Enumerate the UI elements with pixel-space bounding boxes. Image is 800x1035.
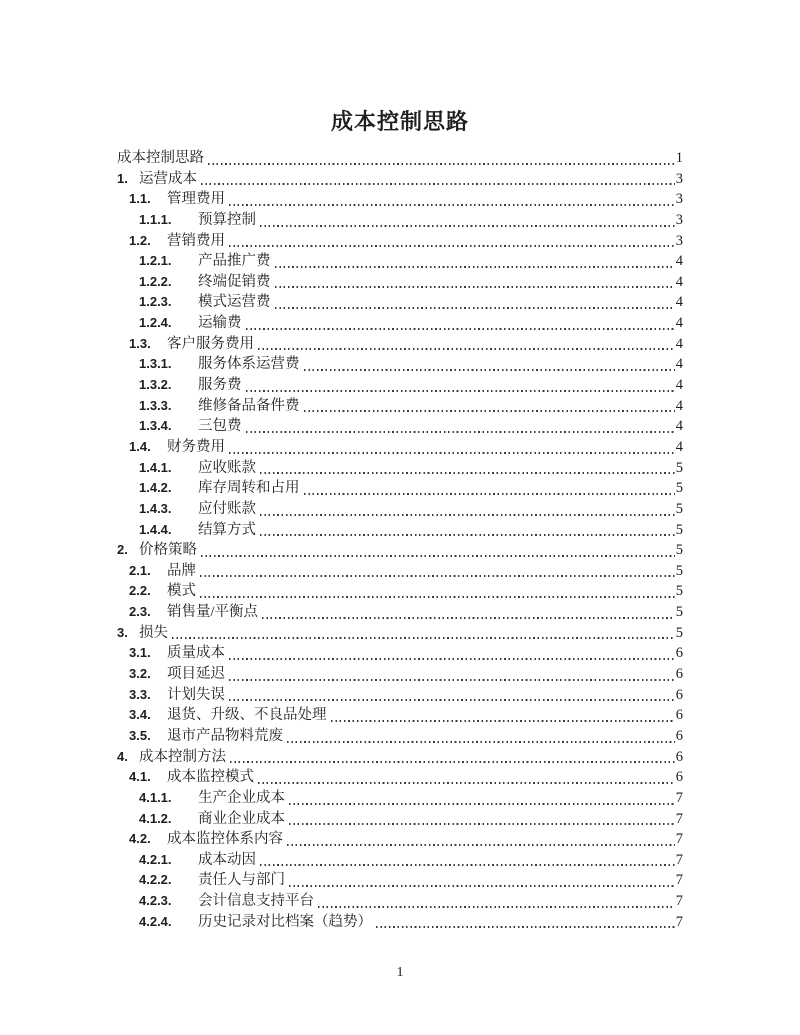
dot-leader [260, 472, 675, 474]
toc-entry-label: 库存周转和占用 [198, 480, 300, 497]
toc-entry-number: 3.4. [129, 707, 151, 723]
dot-leader [289, 823, 675, 825]
toc-entry-label: 销售量/平衡点 [167, 604, 259, 621]
toc-entry-label: 成本动因 [198, 851, 256, 868]
dot-leader [260, 864, 675, 866]
toc-entry-label: 客户服务费用 [167, 335, 254, 352]
toc-entry-label: 会计信息支持平台 [198, 893, 314, 910]
toc-entry-number: 2.3. [129, 604, 151, 620]
toc-page-number: 5 [675, 521, 683, 538]
toc-entry[interactable] [117, 747, 683, 768]
toc-entry-number: 1.2.1. [139, 253, 172, 269]
toc-entry-label: 退货、升级、不良品处理 [167, 707, 327, 724]
dot-leader [172, 637, 675, 639]
toc-entry-label: 项目延迟 [167, 666, 225, 683]
toc-entry[interactable] [117, 664, 683, 685]
toc-entry-label: 质量成本 [167, 645, 225, 662]
toc-entry-label: 品牌 [167, 562, 196, 579]
toc-entry-label: 维修备品备件费 [198, 397, 300, 414]
toc-entry[interactable] [117, 602, 683, 623]
toc-entry-label: 计划失误 [167, 686, 225, 703]
dot-leader [229, 658, 675, 660]
toc-page-number: 5 [675, 459, 683, 476]
toc-entry[interactable] [117, 581, 683, 602]
toc-entry-number: 4.2.4. [139, 913, 172, 929]
dot-leader [229, 204, 675, 206]
dot-leader [201, 555, 675, 557]
toc-page-number: 4 [675, 253, 683, 270]
toc-entry-number: 4.2.3. [139, 893, 172, 909]
toc-entry-label: 运营成本 [139, 170, 197, 187]
toc-entry-number: 4.2.2. [139, 872, 172, 888]
toc-entry[interactable] [117, 292, 683, 313]
toc-page-number: 4 [675, 397, 683, 414]
dot-leader [289, 803, 675, 805]
toc-entry-number: 4. [117, 748, 128, 764]
toc-page-number: 3 [675, 170, 683, 187]
toc-page-number: 3 [675, 191, 683, 208]
dot-leader [246, 431, 675, 433]
toc-entry-number: 3.5. [129, 727, 151, 743]
toc-page-number: 7 [675, 893, 683, 910]
toc-entry[interactable] [117, 850, 683, 871]
toc-entry-label: 应收账款 [198, 459, 256, 476]
toc-page-number: 4 [675, 294, 683, 311]
toc-entry-label: 运输费 [198, 315, 242, 332]
toc-entry-label: 产品推广费 [198, 253, 271, 270]
toc-page-number: 5 [675, 542, 683, 559]
toc-entry-label: 成本控制思路 [117, 150, 204, 166]
toc-entry-number: 2.1. [129, 562, 151, 578]
dot-leader [260, 534, 675, 536]
toc-page-number: 7 [675, 913, 683, 930]
toc-page-number: 5 [675, 624, 683, 641]
toc-entry-label: 模式 [167, 583, 196, 600]
dot-leader [304, 493, 675, 495]
toc-entry-number: 4.2.1. [139, 851, 172, 867]
toc-entry-label: 成本控制方法 [139, 748, 226, 765]
toc-entry-number: 1.3.2. [139, 377, 172, 393]
toc-entry[interactable] [117, 375, 683, 396]
toc-entry[interactable] [117, 561, 683, 582]
toc-page-number: 4 [675, 335, 683, 352]
dot-leader [260, 514, 675, 516]
toc-entry[interactable] [117, 148, 683, 169]
toc-entry[interactable] [117, 809, 683, 830]
toc-entry-number: 3.2. [129, 666, 151, 682]
toc-entry-label: 责任人与部门 [198, 872, 285, 889]
dot-leader [229, 452, 675, 454]
toc-page-number: 6 [675, 727, 683, 744]
toc-page-number: 6 [675, 707, 683, 724]
toc-entry-number: 1.4.3. [139, 500, 172, 516]
toc-entry-number: 4.1.1. [139, 789, 172, 805]
toc-page-number: 5 [675, 583, 683, 600]
toc-entry-label: 价格策略 [139, 542, 197, 559]
toc-entry-label: 成本监控模式 [167, 769, 254, 786]
toc-page-number: 1 [675, 150, 683, 166]
toc-entry[interactable] [117, 499, 683, 520]
toc-entry[interactable] [117, 416, 683, 437]
toc-entry[interactable] [117, 478, 683, 499]
dot-leader [275, 286, 675, 288]
toc-page-number: 6 [675, 769, 683, 786]
toc-entry[interactable] [117, 458, 683, 479]
toc-entry-number: 4.1. [129, 769, 151, 785]
toc-entry-number: 3.1. [129, 645, 151, 661]
footer-page-number: 1 [396, 965, 404, 980]
dot-leader [318, 906, 675, 908]
toc-page-number: 4 [675, 418, 683, 435]
toc-page-number: 5 [675, 500, 683, 517]
document-title: 成本控制思路 [330, 109, 469, 134]
toc-entry-number: 1.3.4. [139, 418, 172, 434]
dot-leader [376, 926, 675, 928]
toc-page-number: 3 [675, 211, 683, 228]
toc-entry-label: 服务费 [198, 377, 242, 394]
dot-leader [275, 307, 675, 309]
dot-leader [287, 741, 675, 743]
toc-page-number: 5 [675, 562, 683, 579]
toc-entry[interactable] [117, 767, 683, 788]
toc-entry[interactable] [117, 623, 683, 644]
toc-entry[interactable] [117, 272, 683, 293]
toc-page-number: 7 [675, 831, 683, 848]
toc-entry-label: 财务费用 [167, 438, 225, 455]
toc-entry[interactable] [117, 685, 683, 706]
toc-entry-label: 历史记录对比档案（趋势） [198, 913, 372, 930]
toc-entry-number: 1.4.4. [139, 521, 172, 537]
toc-entry-number: 1.2.4. [139, 315, 172, 331]
toc-entry-number: 3.3. [129, 686, 151, 702]
toc-entry-label: 损失 [139, 624, 168, 641]
toc-entry-number: 1.3.1. [139, 356, 172, 372]
toc-entry[interactable] [117, 189, 683, 210]
toc-entry-label: 终端促销费 [198, 273, 271, 290]
toc-entry[interactable] [117, 705, 683, 726]
toc-entry[interactable] [117, 643, 683, 664]
toc-entry-number: 2. [117, 542, 128, 558]
dot-leader [289, 885, 675, 887]
toc-entry[interactable] [117, 169, 683, 190]
toc-entry-label: 模式运营费 [198, 294, 271, 311]
toc-entry-label: 退市产品物料荒废 [167, 727, 283, 744]
toc-entry[interactable] [117, 231, 683, 252]
toc-entry[interactable] [117, 354, 683, 375]
toc-entry-number: 1.4.1. [139, 459, 172, 475]
toc-entry-number: 4.1.2. [139, 810, 172, 826]
toc-entry-label: 营销费用 [167, 232, 225, 249]
table-of-contents [117, 148, 683, 932]
toc-entry-number: 4.2. [129, 831, 151, 847]
toc-entry[interactable] [117, 313, 683, 334]
toc-entry[interactable] [117, 870, 683, 891]
dot-leader [230, 761, 675, 763]
dot-leader [246, 390, 675, 392]
toc-page-number: 4 [675, 356, 683, 373]
toc-page-number: 6 [675, 645, 683, 662]
toc-entry-number: 1.2.3. [139, 294, 172, 310]
toc-entry[interactable] [117, 520, 683, 541]
dot-leader [260, 225, 675, 227]
dot-leader [304, 410, 675, 412]
toc-page-number: 3 [675, 232, 683, 249]
toc-page-number: 4 [675, 438, 683, 455]
toc-entry-number: 1.3. [129, 335, 151, 351]
toc-page-number: 5 [675, 604, 683, 621]
toc-entry-label: 应付账款 [198, 500, 256, 517]
toc-entry-number: 3. [117, 624, 128, 640]
toc-page-number: 6 [675, 748, 683, 765]
dot-leader [229, 679, 675, 681]
dot-leader [201, 183, 675, 185]
toc-page-number: 7 [675, 789, 683, 806]
dot-leader [229, 245, 675, 247]
toc-entry-label: 服务体系运营费 [198, 356, 300, 373]
toc-page-number: 7 [675, 872, 683, 889]
toc-entry-number: 1.4. [129, 438, 151, 454]
toc-entry-number: 1.4.2. [139, 480, 172, 496]
dot-leader [200, 575, 675, 577]
dot-leader [246, 328, 675, 330]
dot-leader [304, 369, 675, 371]
toc-entry-label: 结算方式 [198, 521, 256, 538]
toc-entry-label: 三包费 [198, 418, 242, 435]
toc-entry[interactable] [117, 334, 683, 355]
toc-entry-number: 1.1.1. [139, 211, 172, 227]
toc-page-number: 6 [675, 666, 683, 683]
toc-entry-label: 管理费用 [167, 191, 225, 208]
dot-leader [229, 699, 675, 701]
toc-page-number: 4 [675, 377, 683, 394]
toc-page-number: 5 [675, 480, 683, 497]
toc-entry[interactable] [117, 912, 683, 933]
toc-entry[interactable] [117, 788, 683, 809]
toc-page-number: 4 [675, 315, 683, 332]
dot-leader [331, 720, 675, 722]
toc-entry-label: 成本监控体系内容 [167, 831, 283, 848]
dot-leader [208, 163, 675, 165]
toc-entry-label: 预算控制 [198, 211, 256, 228]
toc-entry-number: 1.2.2. [139, 273, 172, 289]
toc-entry[interactable] [117, 437, 683, 458]
toc-entry[interactable] [117, 829, 683, 850]
dot-leader [275, 266, 675, 268]
toc-entry-label: 生产企业成本 [198, 789, 285, 806]
dot-leader [258, 348, 675, 350]
dot-leader [287, 844, 675, 846]
toc-page-number: 4 [675, 273, 683, 290]
toc-entry[interactable] [117, 726, 683, 747]
dot-leader [258, 782, 675, 784]
toc-page-number: 7 [675, 851, 683, 868]
dot-leader [262, 617, 675, 619]
toc-entry-number: 2.2. [129, 583, 151, 599]
toc-entry-number: 1.2. [129, 232, 151, 248]
toc-entry[interactable] [117, 396, 683, 417]
toc-entry-number: 1.3.3. [139, 397, 172, 413]
toc-entry-label: 商业企业成本 [198, 810, 285, 827]
toc-page-number: 7 [675, 810, 683, 827]
toc-entry[interactable] [117, 891, 683, 912]
toc-entry[interactable] [117, 210, 683, 231]
dot-leader [200, 596, 675, 598]
toc-entry[interactable] [117, 251, 683, 272]
toc-entry-number: 1. [117, 170, 128, 186]
toc-entry[interactable] [117, 540, 683, 561]
toc-page-number: 6 [675, 686, 683, 703]
toc-entry-number: 1.1. [129, 191, 151, 207]
